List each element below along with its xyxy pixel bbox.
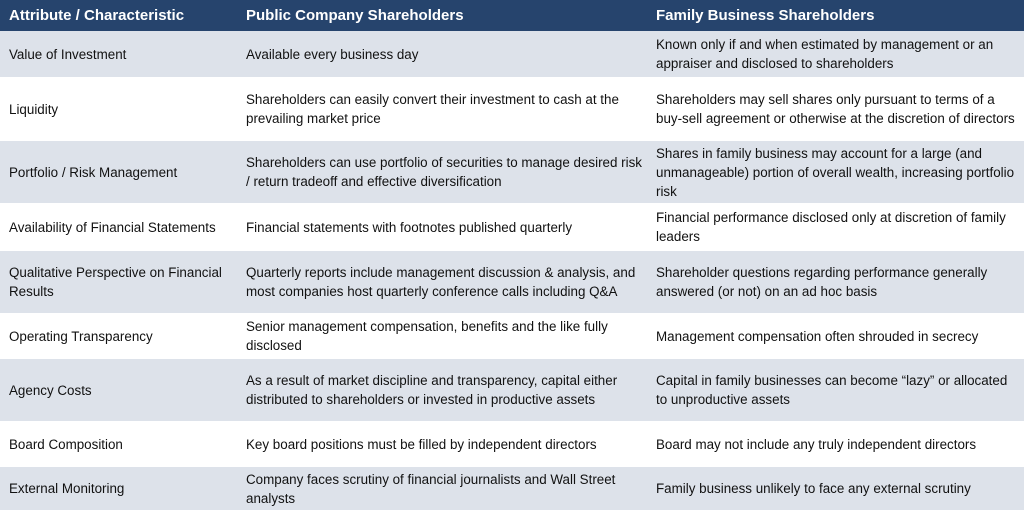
cell-attribute: Qualitative Perspective on Financial Results	[0, 250, 236, 314]
cell-attribute: Portfolio / Risk Management	[0, 140, 236, 204]
cell-family: Family business unlikely to face any external scrutiny	[646, 466, 1024, 511]
table-body	[0, 31, 1024, 511]
cell-public: Shareholders can use portfolio of securities to manage desired risk / return tradeoff and effective diversification	[236, 140, 646, 204]
cell-family: Financial performance disclosed only at discretion of family leaders	[646, 204, 1024, 250]
cell-family: Capital in family businesses can become “lazy” or allocated to unproductive assets	[646, 358, 1024, 422]
cell-attribute: Operating Transparency	[0, 314, 236, 358]
cell-attribute: Board Composition	[0, 422, 236, 466]
table-row	[0, 358, 1024, 422]
cell-public: Available every business day	[236, 31, 646, 78]
cell-family: Known only if and when estimated by management or an appraiser and disclosed to shareholders	[646, 31, 1024, 78]
cell-public: Company faces scrutiny of financial journalists and Wall Street analysts	[236, 466, 646, 511]
header-row	[0, 0, 1024, 31]
column-header-attribute: Attribute / Characteristic	[0, 0, 236, 31]
cell-family: Shares in family business may account for a large (and unmanageable) portion of overall wealth, increasing portfolio risk	[646, 140, 1024, 204]
cell-public: Financial statements with footnotes published quarterly	[236, 204, 646, 250]
cell-public: Senior management compensation, benefits and the like fully disclosed	[236, 314, 646, 358]
table-row	[0, 422, 1024, 466]
cell-attribute: Value of Investment	[0, 31, 236, 78]
cell-public: Quarterly reports include management discussion & analysis, and most companies host quarterly conference calls including Q&A	[236, 250, 646, 314]
cell-public: Shareholders can easily convert their investment to cash at the prevailing market price	[236, 78, 646, 140]
table-row	[0, 78, 1024, 140]
table-row	[0, 250, 1024, 314]
cell-family: Board may not include any truly independent directors	[646, 422, 1024, 466]
cell-attribute: Liquidity	[0, 78, 236, 140]
cell-public: As a result of market discipline and transparency, capital either distributed to shareholders or invested in productive assets	[236, 358, 646, 422]
cell-attribute: External Monitoring	[0, 466, 236, 511]
cell-family: Shareholders may sell shares only pursuant to terms of a buy-sell agreement or otherwise at the discretion of directors	[646, 78, 1024, 140]
cell-attribute: Availability of Financial Statements	[0, 204, 236, 250]
cell-attribute: Agency Costs	[0, 358, 236, 422]
column-header-family: Family Business Shareholders	[646, 0, 1024, 31]
table-row	[0, 31, 1024, 78]
table-row	[0, 204, 1024, 250]
column-header-public: Public Company Shareholders	[236, 0, 646, 31]
table-header	[0, 0, 1024, 31]
table-row	[0, 466, 1024, 511]
cell-family: Shareholder questions regarding performance generally answered (or not) on an ad hoc basis	[646, 250, 1024, 314]
cell-public: Key board positions must be filled by independent directors	[236, 422, 646, 466]
table-row	[0, 140, 1024, 204]
table-row	[0, 314, 1024, 358]
cell-family: Management compensation often shrouded in secrecy	[646, 314, 1024, 358]
